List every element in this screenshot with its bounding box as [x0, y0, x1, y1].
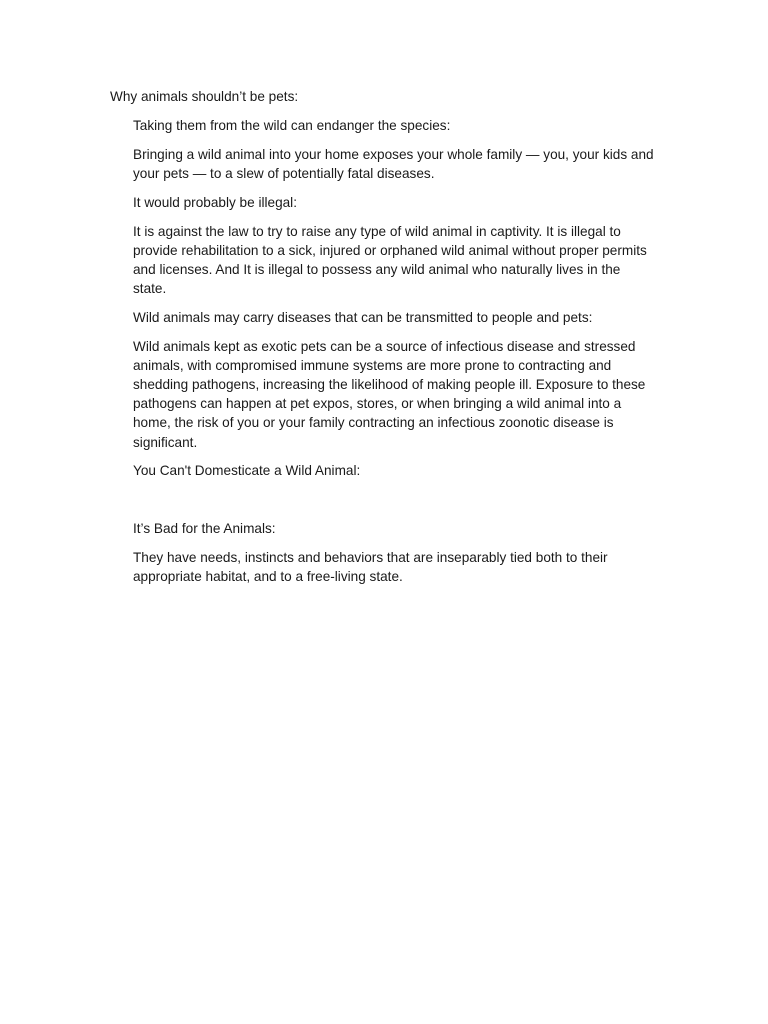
- empty-paragraph: [133, 490, 655, 519]
- paragraph-bad-for-animals-body: They have needs, instincts and behaviors that are inseparably tied both to their appropriate habitat, and to a free-living state.: [133, 549, 608, 584]
- document-body: [133, 116, 655, 586]
- paragraph-illegal-heading: It would probably be illegal:: [133, 194, 297, 210]
- paragraph-species-heading: Taking them from the wild can endanger the species:: [133, 118, 451, 134]
- document-content: [110, 87, 655, 596]
- paragraph-diseases-heading: Wild animals may carry diseases that can be transmitted to people and pets:: [133, 309, 593, 325]
- document-title: Why animals shouldn’t be pets:: [110, 89, 299, 104]
- paragraph-diseases-body: Wild animals kept as exotic pets can be a source of infectious disease and stressed animals, with compromised immune systems are more prone to contracting and shedding pathogens, increasing the likelihood of making people ill. Exposure to these pathogens can happen at pet expos, stores, or when bringing a wild animal into a home, the risk of you or your family contracting an infectious zoonotic disease is significant.: [133, 338, 646, 450]
- paragraph-domesticate-heading: You Can't Domesticate a Wild Animal:: [133, 463, 361, 479]
- paragraph-diseases-family: Bringing a wild animal into your home exposes your whole family — you, your kids and your pets — to a slew of potentially fatal diseases.: [133, 146, 654, 182]
- paragraph-illegal-body: It is against the law to try to raise any type of wild animal in captivity. It is illegal to provide rehabilitation to a sick, injured or orphaned wild animal without proper permits and licenses. And It is illegal to possess any wild animal who naturally lives in the state.: [133, 223, 647, 297]
- paragraph-bad-for-animals-heading: It’s Bad for the Animals:: [133, 520, 276, 536]
